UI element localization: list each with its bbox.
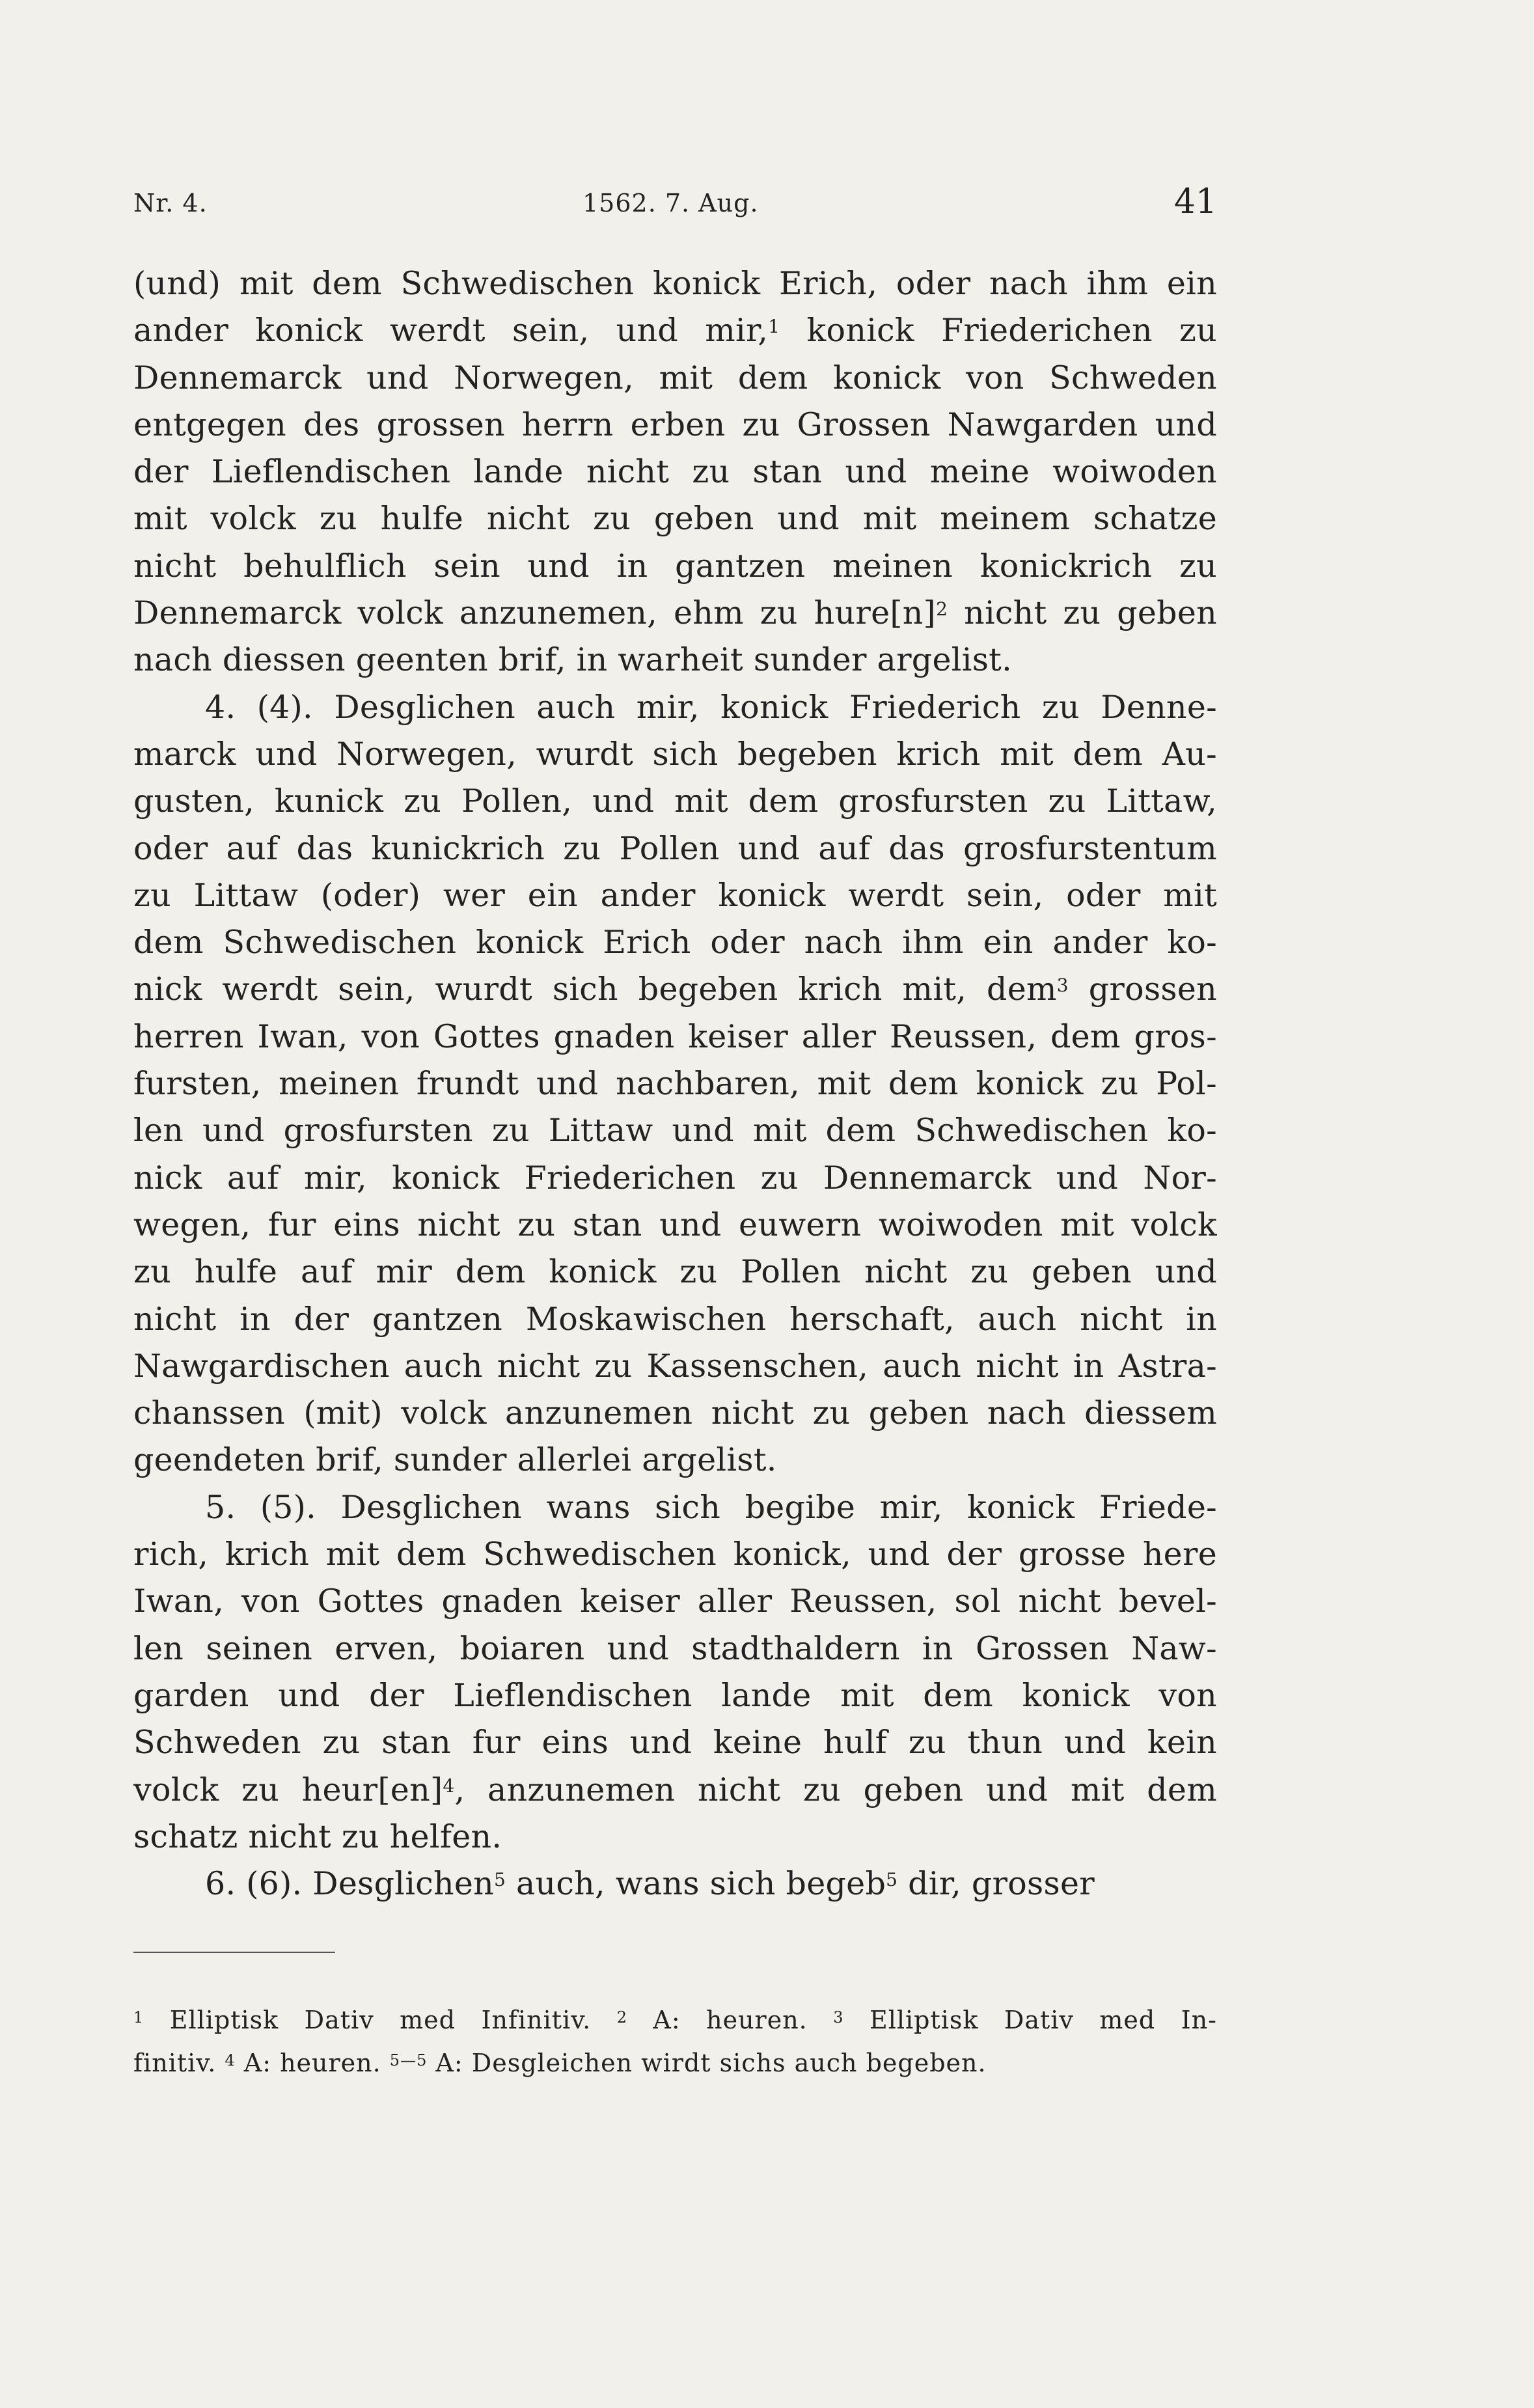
text-segment: (und) mit dem Schwedischen konick Erich, oder nach ihm ein	[133, 265, 1217, 302]
text-segment: nick werdt sein, wurdt sich begeben krich mit, dem	[133, 971, 1057, 1008]
text-line	[133, 260, 1217, 307]
footnote-number: 5—5	[389, 2051, 428, 2069]
text-segment: Schweden zu stan fur eins und keine hulf zu thun und kein	[133, 1724, 1217, 1762]
text-segment: len und grosfursten zu Littaw und mit dem Schwedischen ko-	[133, 1112, 1217, 1150]
text-line	[133, 1437, 1217, 1484]
text-segment: nicht zu geben	[948, 594, 1217, 632]
text-line	[133, 684, 1217, 731]
footnote-number: 1	[133, 2008, 144, 2027]
text-segment: nicht in der gantzen Moskawischen herschaft, auch nicht in	[133, 1300, 1217, 1338]
page-header	[133, 182, 1217, 228]
text-line	[133, 355, 1217, 402]
text-segment: len seinen erven, boiaren und stadthaldern in Grossen Naw-	[133, 1629, 1217, 1667]
text-segment: dir, grosser	[897, 1865, 1095, 1903]
footnote-line	[133, 1999, 1217, 2041]
footnote-ref: 1	[768, 316, 780, 338]
text-line	[133, 1814, 1217, 1861]
text-segment: rich, krich mit dem Schwedischen konick, und der grosse here	[133, 1536, 1217, 1573]
text-segment: 5. (5). Desglichen wans sich begibe mir, konick Friede-	[205, 1488, 1217, 1526]
text-segment: mit volck zu hulfe nicht zu geben und mit meinem schatze	[133, 500, 1217, 538]
text-line	[133, 1626, 1217, 1672]
text-segment: Dennemarck und Norwegen, mit dem konick von Schweden	[133, 359, 1217, 396]
text-segment: grossen	[1068, 971, 1217, 1008]
text-segment: zu hulfe auf mir dem konick zu Pollen nicht zu geben und	[133, 1253, 1217, 1291]
text-line	[133, 1861, 1217, 1907]
text-segment: konick Friederichen zu	[780, 312, 1217, 350]
text-line	[133, 778, 1217, 825]
text-line	[133, 1343, 1217, 1390]
text-line	[133, 590, 1217, 637]
text-segment: schatz nicht zu helfen.	[133, 1818, 502, 1855]
page-number: 41	[1173, 182, 1217, 221]
footnote-ref: 5	[886, 1869, 898, 1891]
footnote-ref: 5	[493, 1869, 506, 1891]
text-line	[133, 1155, 1217, 1202]
footnote-ref: 3	[1056, 975, 1069, 997]
footnote-text: A: heuren.	[627, 2006, 834, 2034]
text-segment: geendeten brif, sunder allerlei argelist.	[133, 1441, 777, 1479]
footnote-number: 3	[833, 2008, 844, 2027]
text-segment: nicht behulflich sein und in gantzen meinen konickrich zu	[133, 547, 1217, 585]
text-line	[133, 1531, 1217, 1578]
text-segment: chanssen (mit) volck anzunemen nicht zu geben nach diessem	[133, 1394, 1217, 1432]
text-line	[133, 731, 1217, 778]
text-segment: fursten, meinen frundt und nachbaren, mit dem konick zu Pol-	[133, 1065, 1217, 1103]
text-line	[133, 1578, 1217, 1625]
footnotes	[133, 1999, 1217, 2084]
text-line	[133, 449, 1217, 495]
text-line	[133, 402, 1217, 449]
footnote-text: A: Desgleichen wirdt sichs auch begeben.	[427, 2049, 987, 2077]
footnote-number: 4	[225, 2051, 236, 2069]
text-line	[133, 872, 1217, 919]
running-head-date: 1562. 7. Aug.	[582, 189, 759, 217]
text-segment: dem Schwedischen konick Erich oder nach ihm ein ander ko-	[133, 924, 1217, 962]
footnote-ref: 4	[443, 1775, 455, 1797]
text-segment: herren Iwan, von Gottes gnaden keiser aller Reussen, dem gros-	[133, 1017, 1217, 1055]
running-head-left: Nr. 4.	[133, 189, 208, 217]
text-line	[133, 1014, 1217, 1060]
footnote-text: Elliptisk Dativ med Infinitiv.	[144, 2006, 617, 2034]
text-line	[133, 637, 1217, 684]
text-segment: der Lieflendischen lande nicht zu stan und meine woiwoden	[133, 453, 1217, 491]
footnote-rule	[133, 1952, 335, 1953]
text-segment: volck zu heur[en]	[133, 1771, 443, 1808]
text-segment: zu Littaw (oder) wer ein ander konick werdt sein, oder mit	[133, 876, 1217, 914]
text-line	[133, 1249, 1217, 1295]
text-line	[133, 495, 1217, 542]
text-segment: , anzunemen nicht zu geben und mit dem	[454, 1771, 1217, 1808]
text-line	[133, 1719, 1217, 1766]
text-line	[133, 1107, 1217, 1154]
footnote-text: Elliptisk Dativ med In-	[843, 2006, 1217, 2034]
footnote-text: A: heuren.	[235, 2049, 390, 2077]
text-segment: gusten, kunick zu Pollen, und mit dem grosfursten zu Littaw,	[133, 782, 1217, 820]
text-line	[133, 1060, 1217, 1107]
text-segment: Iwan, von Gottes gnaden keiser aller Reussen, sol nicht bevel-	[133, 1583, 1217, 1620]
text-segment: nach diessen geenten brif, in warheit sunder argelist.	[133, 641, 1013, 679]
footnote-line	[133, 2041, 1217, 2084]
text-segment: 6. (6). Desglichen	[205, 1865, 494, 1903]
text-line	[133, 307, 1217, 354]
footnote-ref: 2	[936, 598, 948, 620]
text-line	[133, 1390, 1217, 1437]
text-segment: Dennemarck volck anzunemen, ehm zu hure[n]	[133, 594, 937, 632]
text-line	[133, 919, 1217, 966]
text-segment: Nawgardischen auch nicht zu Kassenschen, auch nicht in Astra-	[133, 1347, 1217, 1385]
text-segment: entgegen des grossen herrn erben zu Grossen Nawgarden und	[133, 406, 1217, 443]
footnote-number: 2	[616, 2008, 627, 2027]
body-text	[133, 260, 1217, 1907]
text-line	[133, 1202, 1217, 1249]
text-segment: 4. (4). Desglichen auch mir, konick Friederich zu Denne-	[205, 688, 1217, 726]
text-segment: marck und Norwegen, wurdt sich begeben krich mit dem Au-	[133, 735, 1217, 773]
text-segment: garden und der Lieflendischen lande mit dem konick von	[133, 1676, 1217, 1714]
text-line	[133, 825, 1217, 872]
text-line	[133, 1767, 1217, 1814]
text-line	[133, 1484, 1217, 1531]
text-segment: nick auf mir, konick Friederichen zu Dennemarck und Nor-	[133, 1159, 1217, 1197]
text-line	[133, 543, 1217, 590]
text-segment: ander konick werdt sein, und mir,	[133, 312, 769, 350]
text-segment: auch, wans sich begeb	[506, 1865, 886, 1903]
text-line	[133, 966, 1217, 1013]
text-segment: wegen, fur eins nicht zu stan und euwern woiwoden mit volck	[133, 1206, 1217, 1243]
footnote-text: finitiv.	[133, 2049, 225, 2077]
text-line	[133, 1672, 1217, 1719]
text-segment: oder auf das kunickrich zu Pollen und auf das grosfurstentum	[133, 829, 1217, 867]
text-line	[133, 1296, 1217, 1343]
